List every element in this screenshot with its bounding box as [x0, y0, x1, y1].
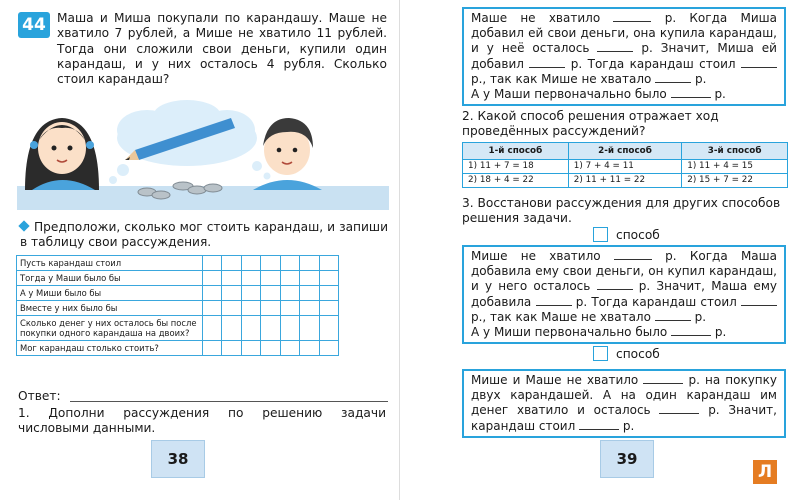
reasoning-box-1: Маше не хватило р. Когда Миша добавил ей свои деньги, она купила карандаш, и у неё осталось р. Значит, Миша ей добавил р. Тогда карандаш стоил р., так как Мише не хватало р. А у Маши первоначально было р.: [462, 7, 786, 106]
task-text: Маша и Миша покупали по карандашу. Маше не хватило 7 рублей, а Мише не хватило 11 рублей. Тогда они сложили свои деньги, купили один карандаш, и у них осталось 4 рубля. Сколько стоил карандаш?: [57, 11, 387, 87]
row-label: Тогда у Маши было бы: [17, 271, 203, 286]
method-step: 1) 11 + 4 = 15: [682, 160, 788, 174]
table-row: [17, 341, 339, 356]
blank-field[interactable]: [614, 250, 652, 260]
page-number-left: 38: [151, 440, 205, 478]
answer-label: Ответ:: [18, 389, 61, 403]
blank-field[interactable]: [671, 326, 711, 336]
row-label: Вместе у них было бы: [17, 301, 203, 316]
right-page: [400, 0, 800, 500]
task-number-badge: 44: [18, 12, 50, 38]
blank-field[interactable]: [643, 374, 683, 384]
method-header: 3-й способ: [682, 143, 788, 160]
instruction-label: Предположи, сколько мог стоить карандаш, и запиши в таблицу свои рассуждения.: [20, 220, 388, 249]
method-header: 1-й способ: [463, 143, 569, 160]
method-step: 2) 11 + 11 = 22: [568, 174, 681, 188]
boy-icon: [253, 118, 322, 190]
question-2: 2. Какой способ решения отражает ход проведённых рассуждений?: [462, 109, 719, 138]
blank-field[interactable]: [597, 42, 633, 52]
table-row: [17, 256, 339, 271]
page-number-right: 39: [600, 440, 654, 478]
row-label: Пусть карандаш стоил: [17, 256, 203, 271]
method-step: 2) 15 + 7 = 22: [682, 174, 788, 188]
blank-field[interactable]: [579, 420, 619, 430]
reasoning-table: [16, 255, 339, 356]
method-step: 2) 18 + 4 = 22: [463, 174, 569, 188]
instruction-text: [20, 220, 388, 250]
blank-field[interactable]: [741, 58, 777, 68]
method-checkbox[interactable]: [593, 346, 608, 361]
table-row: [17, 301, 339, 316]
table-row: [463, 160, 788, 174]
method-step: 1) 7 + 4 = 11: [568, 160, 681, 174]
illustration-children: [17, 100, 390, 210]
question-3: 3. Восстанови рассуждения для других способов решения задачи.: [462, 196, 781, 225]
row-label: Сколько денег у них осталось бы после покупки одного карандаша на двоих?: [17, 316, 203, 341]
method-header: 2-й способ: [568, 143, 681, 160]
method-checkbox[interactable]: [593, 227, 608, 242]
children-illustration: [17, 100, 390, 210]
blank-field[interactable]: [613, 12, 651, 22]
row-label: А у Миши было бы: [17, 286, 203, 301]
blank-field[interactable]: [659, 404, 699, 414]
blank-field[interactable]: [536, 296, 572, 306]
blank-field[interactable]: [529, 58, 565, 68]
blank-field[interactable]: [655, 73, 691, 83]
publisher-logo-icon: Л: [753, 460, 777, 484]
answer-line[interactable]: [70, 401, 388, 402]
blank-field[interactable]: [671, 88, 711, 98]
method-label: способ: [616, 228, 660, 242]
table-row: [17, 286, 339, 301]
item1-text: 1. Дополни рассуждения по решению задачи числовыми данными.: [18, 406, 386, 435]
table-row: [17, 316, 339, 341]
methods-table: [462, 142, 788, 188]
blank-field[interactable]: [741, 296, 777, 306]
table-row: [17, 271, 339, 286]
row-label: Мог карандаш столько стоить?: [17, 341, 203, 356]
diamond-bullet-icon: [18, 220, 29, 231]
girl-icon: [25, 118, 99, 190]
method-step: 1) 11 + 7 = 18: [463, 160, 569, 174]
blank-field[interactable]: [655, 311, 691, 321]
method-label: способ: [616, 347, 660, 361]
table-row: [463, 174, 788, 188]
reasoning-box-2: Мише не хватило р. Когда Маша добавила ему свои деньги, он купил карандаш, и у него осталось р. Значит, Маша ему добавила р. Тогда карандаш стоил р., так как Маше не хватало р. А у Миши первоначально было р.: [462, 245, 786, 344]
reasoning-box-3: Мише и Маше не хватило р. на покупку двух карандашей. А на один карандаш им денег хватило и осталось р. Значит, карандаш стоил р.: [462, 369, 786, 438]
blank-field[interactable]: [597, 280, 633, 290]
